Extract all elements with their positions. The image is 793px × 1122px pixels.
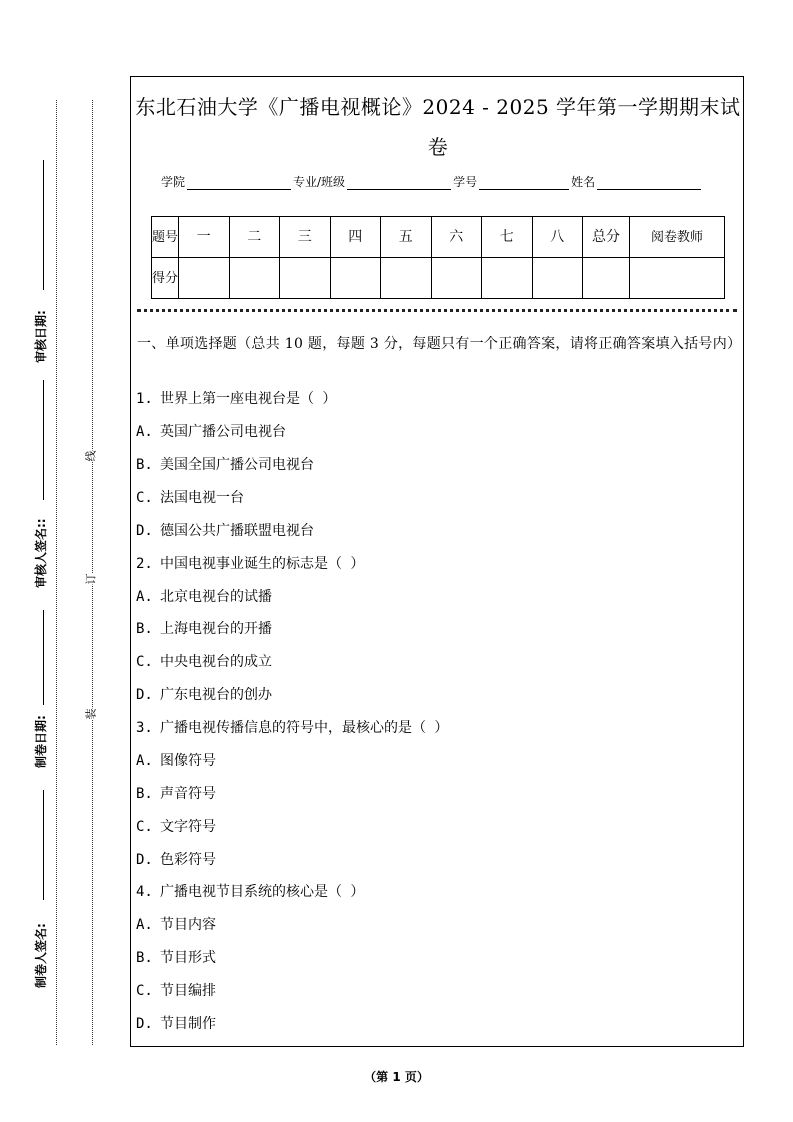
score-cell[interactable]: [330, 258, 381, 299]
section-separator: [137, 309, 737, 312]
score-cell-teacher[interactable]: [630, 258, 725, 299]
score-cell[interactable]: [179, 258, 230, 299]
col-4: 四: [330, 217, 381, 258]
exam-frame: [130, 76, 744, 1047]
option[interactable]: C. 节目编排: [136, 983, 216, 999]
option[interactable]: A. 北京电视台的试播: [136, 589, 272, 605]
binding-dotted-line-outer: [56, 100, 57, 1045]
col-8: 八: [532, 217, 583, 258]
field-college-label: 学院: [161, 175, 186, 189]
option[interactable]: C. 中央电视台的成立: [136, 654, 272, 670]
option[interactable]: D. 德国公共广播联盟电视台: [136, 523, 314, 539]
review-date-label: 审核日期:: [34, 310, 48, 363]
field-major-label: 专业/班级: [293, 175, 346, 189]
col-7: 七: [482, 217, 533, 258]
row-label-score: 得分: [152, 258, 179, 299]
col-5: 五: [381, 217, 432, 258]
option[interactable]: C. 法国电视一台: [136, 490, 244, 506]
col-total: 总分: [583, 217, 630, 258]
reviewer-signature-label: 审核人签名::: [34, 518, 48, 588]
question-stem: 1. 世界上第一座电视台是（ ）: [136, 391, 337, 407]
reviewer-signature-blank: [43, 380, 44, 500]
option[interactable]: A. 节目内容: [136, 917, 216, 933]
exam-title-line1: 东北石油大学《广播电视概论》2024 - 2025 学年第一学期期末试: [135, 95, 741, 119]
option[interactable]: D. 节目制作: [136, 1016, 216, 1032]
score-cell[interactable]: [381, 258, 432, 299]
row-label-question-no: 题号: [152, 217, 179, 258]
binding-dotted-line-inner: [92, 100, 93, 1045]
score-cell[interactable]: [280, 258, 331, 299]
score-table-score-row: [152, 258, 725, 299]
option[interactable]: B. 美国全国广播公司电视台: [136, 457, 314, 473]
option[interactable]: B. 节目形式: [136, 950, 216, 966]
section-heading: 一、单项选择题（总共 10 题，每题 3 分，每题只有一个正确答案，请将正确答案填入括号内）: [137, 336, 742, 352]
compile-date-blank: [43, 610, 44, 705]
question-stem: 2. 中国电视事业诞生的标志是（ ）: [136, 556, 365, 572]
col-3: 三: [280, 217, 331, 258]
option[interactable]: D. 色彩符号: [136, 852, 216, 868]
score-cell[interactable]: [229, 258, 280, 299]
field-name-blank[interactable]: [597, 175, 701, 190]
question-stem: 4. 广播电视节目系统的核心是（ ）: [136, 884, 365, 900]
page-number: （第 1 页）: [364, 1070, 429, 1084]
col-2: 二: [229, 217, 280, 258]
student-info-row: [161, 173, 721, 190]
score-table: [151, 216, 725, 299]
option[interactable]: D. 广东电视台的创办: [136, 687, 272, 703]
review-date-blank: [43, 160, 44, 290]
score-cell[interactable]: [482, 258, 533, 299]
col-6: 六: [431, 217, 482, 258]
option[interactable]: A. 英国广播公司电视台: [136, 424, 286, 440]
score-table-header-row: [152, 217, 725, 258]
option[interactable]: A. 图像符号: [136, 753, 216, 769]
binding-char-xian: 线: [84, 450, 98, 462]
question-stem: 3. 广播电视传播信息的符号中，最核心的是（ ）: [136, 720, 449, 736]
field-id-blank[interactable]: [479, 175, 569, 190]
compiler-signature-blank: [43, 790, 44, 900]
compile-date-label: 制卷日期:: [34, 715, 48, 768]
field-major-blank[interactable]: [347, 175, 451, 190]
field-name-label: 姓名: [571, 175, 596, 189]
option[interactable]: B. 上海电视台的开播: [136, 621, 272, 637]
col-1: 一: [179, 217, 230, 258]
binding-char-zhuang: 装: [84, 708, 98, 720]
score-cell[interactable]: [532, 258, 583, 299]
field-college-blank[interactable]: [187, 175, 291, 190]
option[interactable]: C. 文字符号: [136, 819, 216, 835]
compiler-signature-label: 制卷人签名:: [34, 923, 48, 988]
score-cell-total[interactable]: [583, 258, 630, 299]
col-teacher: 阅卷教师: [630, 217, 725, 258]
option[interactable]: B. 声音符号: [136, 786, 216, 802]
exam-title-line2: 卷: [427, 135, 449, 159]
exam-title: [131, 87, 745, 167]
binding-char-ding: 订: [84, 573, 98, 585]
field-id-label: 学号: [453, 175, 478, 189]
score-cell[interactable]: [431, 258, 482, 299]
